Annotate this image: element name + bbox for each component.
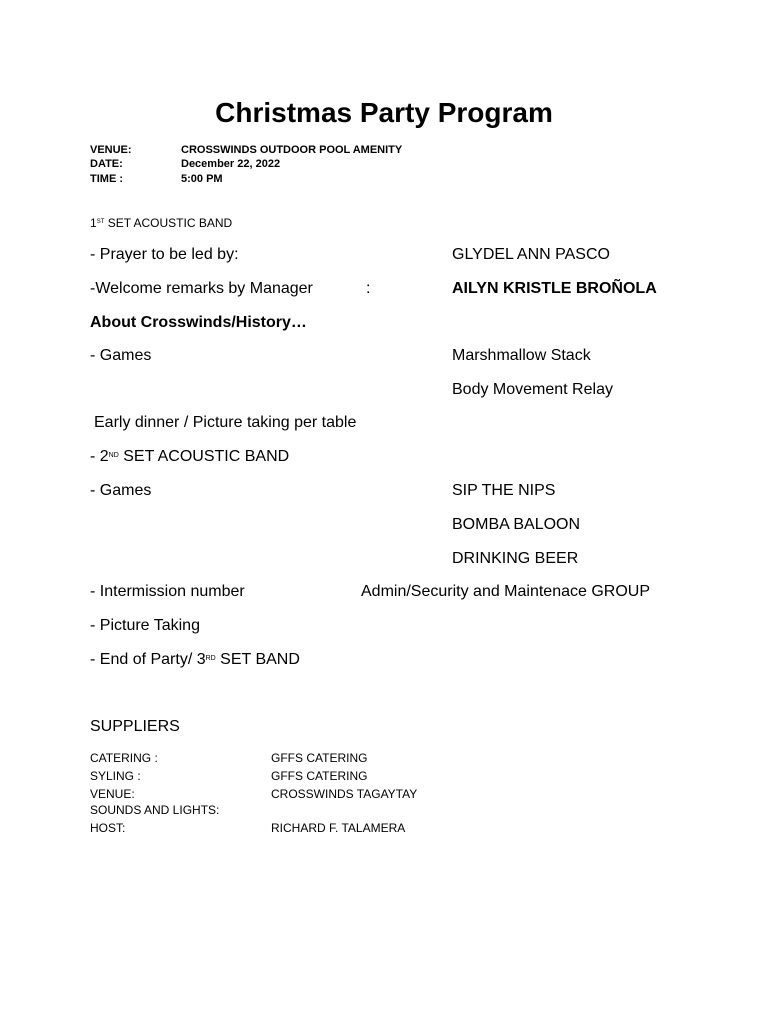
second-set-sup: ND <box>108 452 119 459</box>
supplier-label: VENUE: <box>90 787 135 801</box>
games2-item: DRINKING BEER <box>452 550 579 567</box>
time-label: TIME : <box>90 173 123 185</box>
second-set-prefix: - 2 <box>90 448 109 465</box>
prayer-label: - Prayer to be led by: <box>90 246 239 263</box>
end-prefix: - End of Party/ 3 <box>90 651 206 668</box>
first-set-line <box>90 216 232 230</box>
date-value: December 22, 2022 <box>181 158 281 170</box>
games1-item: Body Movement Relay <box>452 381 613 398</box>
first-set-sup: ST <box>96 219 105 225</box>
supplier-value: GFFS CATERING <box>271 769 368 783</box>
prayer-name: GLYDEL ANN PASCO <box>452 246 610 263</box>
time-value: 5:00 PM <box>181 173 223 185</box>
end-sup: RD <box>205 655 216 662</box>
dinner-line: Early dinner / Picture taking per table <box>94 414 357 431</box>
welcome-colon: : <box>366 280 371 297</box>
games2-item: SIP THE NIPS <box>452 482 556 499</box>
welcome-label: -Welcome remarks by Manager <box>90 280 313 297</box>
intermission-value: Admin/Security and Maintenace GROUP <box>361 583 651 600</box>
end-party-line <box>90 650 300 670</box>
supplier-label: HOST: <box>90 821 126 835</box>
second-set-text: SET ACOUSTIC BAND <box>118 448 290 465</box>
first-set-num: 1 <box>90 216 97 230</box>
supplier-value: GFFS CATERING <box>271 751 368 765</box>
picture-line: - Picture Taking <box>90 617 200 634</box>
suppliers-heading: SUPPLIERS <box>90 718 180 735</box>
page-title: Christmas Party Program <box>215 97 553 128</box>
venue-value: CROSSWINDS OUTDOOR POOL AMENITY <box>181 144 403 156</box>
games1-label: - Games <box>90 347 152 364</box>
games2-item: BOMBA BALOON <box>452 516 581 533</box>
supplier-label: CATERING : <box>90 751 158 765</box>
date-label: DATE: <box>90 158 123 170</box>
supplier-label: SOUNDS AND LIGHTS: <box>90 803 220 817</box>
supplier-value: CROSSWINDS TAGAYTAY <box>271 787 418 801</box>
games2-label: - Games <box>90 482 152 499</box>
welcome-name: AILYN KRISTLE BROÑOLA <box>452 280 657 297</box>
second-set-line <box>90 447 289 467</box>
first-set-text: SET ACOUSTIC BAND <box>104 216 233 230</box>
games1-item: Marshmallow Stack <box>452 347 591 364</box>
venue-label: VENUE: <box>90 144 132 156</box>
end-text: SET BAND <box>215 651 300 668</box>
supplier-label: SYLING : <box>90 769 141 783</box>
intermission-label: - Intermission number <box>90 583 245 600</box>
about-heading: About Crosswinds/History… <box>90 314 307 331</box>
supplier-value: RICHARD F. TALAMERA <box>271 821 406 835</box>
